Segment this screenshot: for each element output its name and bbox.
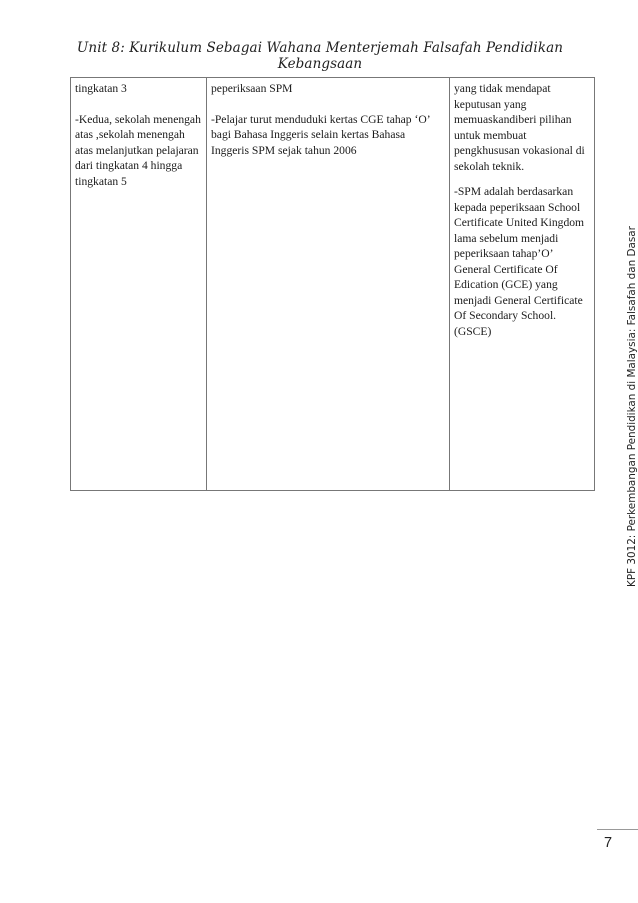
table-cell-column-3 (450, 78, 595, 491)
cell-text: yang tidak mendapat keputusan yang memuaskandiberi pilihan untuk membuat pengkhususan vokasional di sekolah teknik. (454, 82, 585, 173)
side-caption: KPF 3012: Perkembangan Pendidikan di Malaysia: Falsafah dan Dasar (626, 226, 638, 587)
cell-text: -Pelajar turut menduduki kertas CGE tahap ‘O’ bagi Bahasa Inggeris selain kertas Bahasa Inggeris SPM sejak tahun 2006 (211, 112, 430, 157)
cell-text: -SPM adalah berdasarkan kepada peperiksaan School Certificate United Kingdom lama sebelum menjadi peperiksaan tahap’O’ General Certificate Of Edication (GCE) yang menjadi General Certificate Of Secondary School. (GSCE) (454, 185, 585, 338)
table-cell-column-2 (207, 78, 450, 491)
cell-text: tingkatan 3 (75, 82, 127, 95)
page-number-divider (597, 829, 638, 830)
cell-text: peperiksaan SPM (211, 82, 293, 95)
page-header: Unit 8: Kurikulum Sebagai Wahana Menterjemah Falsafah Pendidikan Kebangsaan (76, 40, 564, 72)
table-row (71, 78, 595, 491)
page-number: 7 (604, 835, 613, 851)
content-table (70, 77, 595, 491)
table-cell-column-1 (71, 78, 207, 491)
cell-text: -Kedua, sekolah menengah atas ,sekolah menengah atas melanjutkan pelajaran dari tingkatan 4 hingga tingkatan 5 (75, 112, 201, 188)
